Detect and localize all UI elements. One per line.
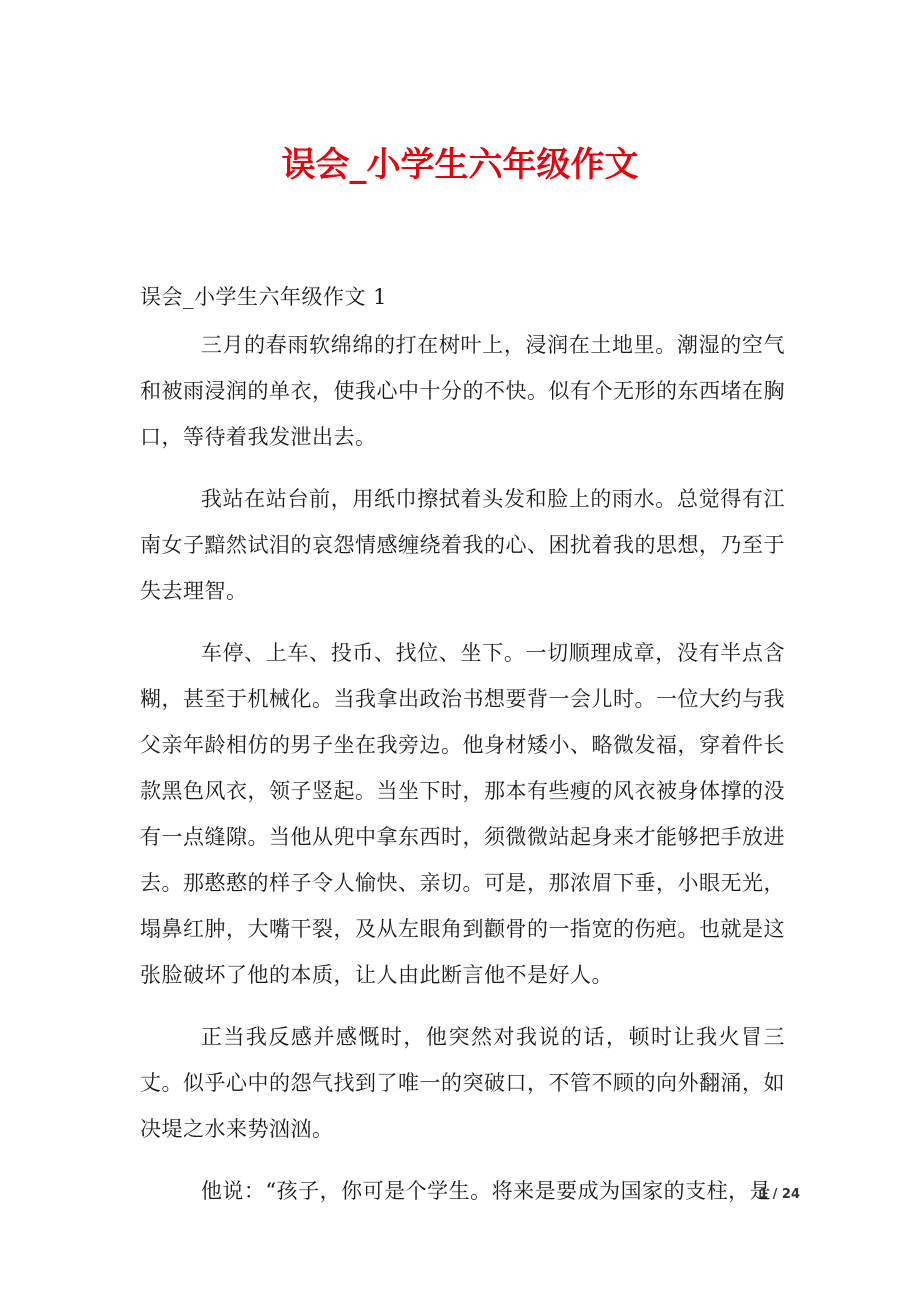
document-title: 误会_小学生六年级作文 (281, 145, 639, 185)
document-body (140, 277, 785, 1230)
page-number: 1 / 24 (759, 1187, 800, 1202)
paragraph-2: 我站在站台前，用纸巾擦拭着头发和脸上的雨水。总觉得有江南女子黯然试泪的哀怨情感缠绕着我的心、困扰着我的思想，乃至于失去理智。 (140, 487, 785, 603)
essay-subtitle: 误会_小学生六年级作文 1 (140, 285, 388, 309)
paragraph-3: 车停、上车、投币、找位、坐下。一切顺理成章，没有半点含糊，甚至于机械化。当我拿出政治书想要背一会儿时。一位大约与我父亲年龄相仿的男子坐在我旁边。他身材矮小、略微发福，穿着件长款黑色风衣，领子竖起。当坐下时，那本有些瘦的风衣被身体撑的没有一点缝隙。当他从兜中拿东西时，须微微站起身来才能够把手放进去。那憨憨的样子令人愉快、亲切。可是，那浓眉下垂，小眼无光，塌鼻红肿，大嘴干裂，及从左眼角到颧骨的一指宽的伤疤。也就是这张脸破坏了他的本质，让人由此断言他不是好人。 (140, 641, 785, 987)
paragraph-1: 三月的春雨软绵绵的打在树叶上，浸润在土地里。潮湿的空气和被雨浸润的单衣，使我心中十分的不快。似有个无形的东西堵在胸口，等待着我发泄出去。 (140, 333, 785, 449)
paragraph-5: 他说：“孩子，你可是个学生。将来是要成为国家的支柱，是 (200, 1179, 772, 1203)
paragraph-4: 正当我反感并感慨时，他突然对我说的话，顿时让我火冒三丈。似乎心中的怨气找到了唯一的突破口，不管不顾的向外翻涌，如决堤之水来势汹汹。 (140, 1025, 785, 1141)
